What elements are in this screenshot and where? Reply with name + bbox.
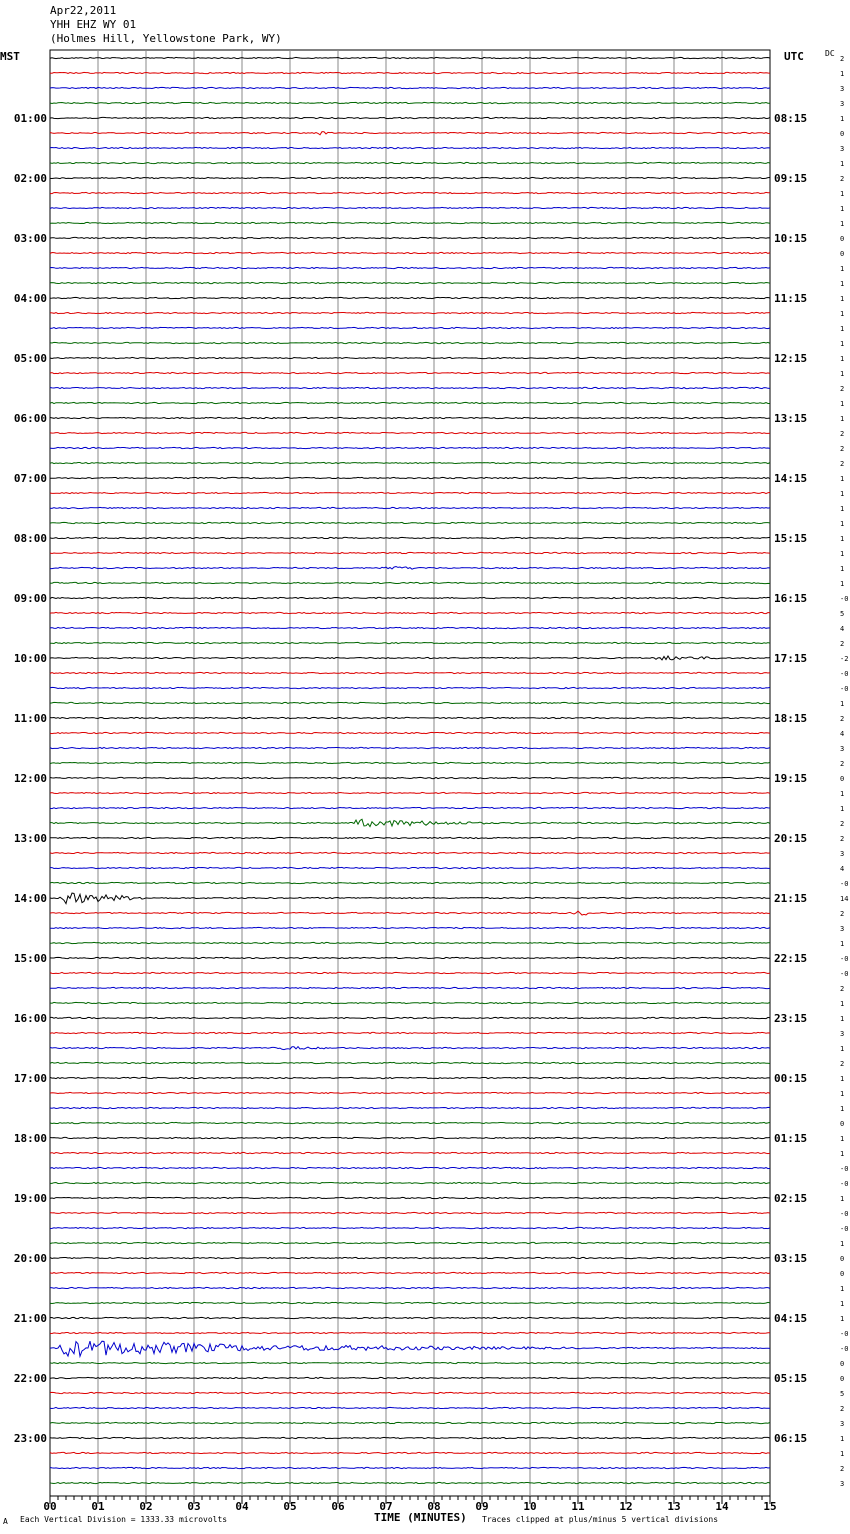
dc-offset-value: 1 bbox=[840, 400, 845, 408]
helicorder-date: Apr22,2011 bbox=[50, 4, 117, 17]
dc-offset-value: -0 bbox=[840, 1165, 849, 1173]
mst-hour-label: 11:00 bbox=[13, 712, 47, 725]
dc-offset-value: 1 bbox=[840, 1045, 845, 1053]
dc-offset-value: 5 bbox=[840, 1390, 845, 1398]
dc-offset-value: 0 bbox=[840, 1270, 845, 1278]
trace-line bbox=[50, 1302, 770, 1303]
dc-offset-value: 2 bbox=[840, 715, 845, 723]
trace-line bbox=[50, 522, 770, 523]
dc-offset-value: 1 bbox=[840, 1285, 845, 1293]
utc-hour-label: 05:15 bbox=[774, 1372, 808, 1385]
trace-line bbox=[50, 87, 770, 88]
mst-hour-label: 22:00 bbox=[13, 1372, 47, 1385]
trace-line bbox=[50, 327, 770, 328]
trace-line bbox=[50, 1152, 770, 1153]
trace-line bbox=[50, 867, 770, 868]
dc-offset-value: 3 bbox=[840, 145, 845, 153]
dc-offset-value: 4 bbox=[840, 625, 845, 633]
dc-offset-value: 1 bbox=[840, 295, 845, 303]
mst-hour-label: 01:00 bbox=[13, 112, 47, 125]
trace-line bbox=[50, 582, 770, 583]
trace-line bbox=[50, 537, 770, 538]
dc-offset-value: 1 bbox=[840, 1135, 845, 1143]
utc-hour-label: 13:15 bbox=[774, 412, 808, 425]
dc-offset-value: 0 bbox=[840, 1360, 845, 1368]
utc-hour-label: 15:15 bbox=[774, 532, 808, 545]
mst-hour-label: 19:00 bbox=[13, 1192, 47, 1205]
dc-offset-value: 0 bbox=[840, 1255, 845, 1263]
mst-hour-label: 07:00 bbox=[13, 472, 47, 485]
mst-hour-label: 05:00 bbox=[13, 352, 47, 365]
trace-line bbox=[50, 1407, 770, 1408]
trace-line bbox=[50, 207, 770, 208]
dc-offset-value: 1 bbox=[840, 1015, 845, 1023]
dc-offset-value: -2 bbox=[840, 655, 849, 663]
trace-line bbox=[50, 597, 770, 598]
trace-line bbox=[50, 252, 770, 253]
trace-line bbox=[50, 1122, 770, 1123]
trace-line bbox=[50, 222, 770, 223]
mst-hour-label: 10:00 bbox=[13, 652, 47, 665]
dc-offset-value: 4 bbox=[840, 730, 845, 738]
dc-offset-value: 1 bbox=[840, 1000, 845, 1008]
dc-offset-value: 2 bbox=[840, 445, 845, 453]
dc-offset-value: 3 bbox=[840, 100, 845, 108]
dc-offset-value: 2 bbox=[840, 835, 845, 843]
trace-line bbox=[50, 297, 770, 298]
dc-offset-value: 0 bbox=[840, 250, 845, 258]
right-timezone-label: UTC bbox=[784, 50, 804, 63]
dc-offset-value: 1 bbox=[840, 1105, 845, 1113]
mst-hour-label: 04:00 bbox=[13, 292, 47, 305]
trace-line bbox=[50, 911, 770, 915]
trace-line bbox=[50, 1422, 770, 1423]
trace-line bbox=[50, 402, 770, 403]
utc-hour-label: 03:15 bbox=[774, 1252, 808, 1265]
dc-offset-value: 4 bbox=[840, 865, 845, 873]
trace-line bbox=[50, 1272, 770, 1273]
trace-line bbox=[50, 432, 770, 433]
trace-line bbox=[50, 492, 770, 493]
dc-offset-value: 3 bbox=[840, 925, 845, 933]
trace-line bbox=[50, 1137, 770, 1138]
utc-hour-label: 01:15 bbox=[774, 1132, 808, 1145]
dc-offset-value: 1 bbox=[840, 115, 845, 123]
utc-hour-label: 12:15 bbox=[774, 352, 808, 365]
utc-hour-label: 19:15 bbox=[774, 772, 808, 785]
trace-line bbox=[50, 852, 770, 853]
dc-offset-value: 2 bbox=[840, 820, 845, 828]
dc-offset-value: 1 bbox=[840, 505, 845, 513]
trace-line bbox=[50, 1257, 770, 1258]
trace-line bbox=[50, 342, 770, 343]
x-tick-label: 00 bbox=[43, 1500, 57, 1513]
utc-hour-label: 02:15 bbox=[774, 1192, 808, 1205]
x-tick-label: 05 bbox=[283, 1500, 297, 1513]
trace-line bbox=[50, 1227, 770, 1228]
dc-offset-value: -0 bbox=[840, 970, 849, 978]
dc-offset-value: 1 bbox=[840, 1450, 845, 1458]
dc-offset-value: -0 bbox=[840, 1225, 849, 1233]
dc-offset-value: 3 bbox=[840, 1480, 845, 1488]
dc-offset-value: 2 bbox=[840, 910, 845, 918]
x-tick-label: 12 bbox=[619, 1500, 633, 1513]
mst-hour-label: 16:00 bbox=[13, 1012, 47, 1025]
trace-line bbox=[50, 1317, 770, 1318]
dc-offset-value: -0 bbox=[840, 1330, 849, 1338]
dc-offset-value: 2 bbox=[840, 1060, 845, 1068]
trace-line bbox=[50, 1392, 770, 1393]
dc-offset-value: 14 bbox=[840, 895, 849, 903]
dc-offset-value: 1 bbox=[840, 700, 845, 708]
trace-line bbox=[50, 942, 770, 943]
trace-line bbox=[50, 417, 770, 418]
trace-line bbox=[50, 807, 770, 808]
utc-hour-label: 11:15 bbox=[774, 292, 808, 305]
utc-hour-label: 16:15 bbox=[774, 592, 808, 605]
trace-line bbox=[50, 147, 770, 148]
trace-line bbox=[50, 819, 770, 826]
dc-offset-value: 0 bbox=[840, 1120, 845, 1128]
trace-line bbox=[50, 447, 770, 448]
utc-hour-label: 21:15 bbox=[774, 892, 808, 905]
dc-offset-value: 1 bbox=[840, 790, 845, 798]
mst-hour-label: 03:00 bbox=[13, 232, 47, 245]
x-tick-label: 10 bbox=[523, 1500, 537, 1513]
trace-line bbox=[50, 282, 770, 283]
trace-line bbox=[50, 1362, 770, 1363]
trace-line bbox=[50, 102, 770, 103]
trace-line bbox=[50, 372, 770, 373]
dc-offset-value: 3 bbox=[840, 1030, 845, 1038]
dc-offset-value: 1 bbox=[840, 370, 845, 378]
trace-line bbox=[50, 567, 770, 570]
dc-offset-value: -0 bbox=[840, 1210, 849, 1218]
trace-line bbox=[50, 987, 770, 988]
dc-offset-value: 1 bbox=[840, 535, 845, 543]
mst-hour-label: 17:00 bbox=[13, 1072, 47, 1085]
trace-line bbox=[50, 177, 770, 178]
dc-offset-value: 1 bbox=[840, 265, 845, 273]
utc-hour-label: 18:15 bbox=[774, 712, 808, 725]
dc-offset-value: 1 bbox=[840, 1315, 845, 1323]
dc-offset-value: -0 bbox=[840, 880, 849, 888]
trace-line bbox=[50, 672, 770, 673]
trace-line bbox=[50, 1452, 770, 1453]
dc-offset-value: 1 bbox=[840, 1195, 845, 1203]
dc-offset-value: -0 bbox=[840, 670, 849, 678]
dc-offset-value: 2 bbox=[840, 430, 845, 438]
trace-line bbox=[50, 507, 770, 508]
trace-line bbox=[50, 1332, 770, 1333]
x-tick-label: 13 bbox=[667, 1500, 681, 1513]
footer-corner-mark: A bbox=[3, 1517, 8, 1526]
trace-line bbox=[50, 1107, 770, 1108]
dc-offset-value: 1 bbox=[840, 1090, 845, 1098]
trace-line bbox=[50, 882, 770, 883]
dc-offset-value: 1 bbox=[840, 940, 845, 948]
dc-offset-value: 1 bbox=[840, 70, 845, 78]
trace-line bbox=[50, 1242, 770, 1243]
dc-offset-value: 1 bbox=[840, 340, 845, 348]
dc-offset-value: 3 bbox=[840, 850, 845, 858]
dc-offset-value: 3 bbox=[840, 85, 845, 93]
trace-line bbox=[50, 927, 770, 928]
dc-offset-value: 2 bbox=[840, 640, 845, 648]
mst-hour-label: 20:00 bbox=[13, 1252, 47, 1265]
mst-hour-label: 21:00 bbox=[13, 1312, 47, 1325]
trace-line bbox=[50, 717, 770, 718]
dc-offset-value: 3 bbox=[840, 1420, 845, 1428]
trace-line bbox=[50, 762, 770, 763]
trace-line bbox=[50, 312, 770, 313]
dc-offset-value: 1 bbox=[840, 355, 845, 363]
dc-offset-value: 2 bbox=[840, 1465, 845, 1473]
trace-line bbox=[50, 1167, 770, 1168]
dc-offset-value: 1 bbox=[840, 325, 845, 333]
trace-line bbox=[50, 747, 770, 748]
dc-offset-value: 1 bbox=[840, 1240, 845, 1248]
dc-offset-value: 1 bbox=[840, 805, 845, 813]
dc-offset-value: 1 bbox=[840, 160, 845, 168]
trace-line bbox=[50, 972, 770, 973]
mst-hour-label: 12:00 bbox=[13, 772, 47, 785]
dc-offset-value: 0 bbox=[840, 1375, 845, 1383]
trace-line bbox=[50, 1467, 770, 1468]
trace-line bbox=[50, 162, 770, 163]
utc-hour-label: 06:15 bbox=[774, 1432, 808, 1445]
left-timezone-label: MST bbox=[0, 50, 20, 63]
dc-offset-value: 1 bbox=[840, 220, 845, 228]
trace-line bbox=[50, 702, 770, 703]
utc-hour-label: 23:15 bbox=[774, 1012, 808, 1025]
dc-offset-value: 2 bbox=[840, 385, 845, 393]
dc-offset-value: 2 bbox=[840, 175, 845, 183]
dc-offset-value: 3 bbox=[840, 745, 845, 753]
trace-line bbox=[50, 1341, 770, 1356]
dc-offset-value: 1 bbox=[840, 1300, 845, 1308]
footer-clip-note: Traces clipped at plus/minus 5 vertical divisions bbox=[482, 1515, 719, 1524]
utc-hour-label: 04:15 bbox=[774, 1312, 808, 1325]
x-tick-label: 03 bbox=[187, 1500, 201, 1513]
trace-line bbox=[50, 1182, 770, 1183]
x-tick-label: 06 bbox=[331, 1500, 345, 1513]
trace-line bbox=[50, 777, 770, 778]
trace-line bbox=[50, 1062, 770, 1063]
dc-offset-value: 2 bbox=[840, 55, 845, 63]
trace-line bbox=[50, 792, 770, 793]
trace-line bbox=[50, 1482, 770, 1483]
trace-line bbox=[50, 357, 770, 358]
trace-line bbox=[50, 1212, 770, 1213]
dc-offset-value: 1 bbox=[840, 580, 845, 588]
mst-hour-label: 13:00 bbox=[13, 832, 47, 845]
station-location: (Holmes Hill, Yellowstone Park, WY) bbox=[50, 32, 282, 45]
trace-line bbox=[50, 117, 770, 118]
trace-line bbox=[50, 267, 770, 268]
dc-offset-value: 1 bbox=[840, 1075, 845, 1083]
dc-offset-label: DC bbox=[825, 49, 835, 58]
utc-hour-label: 10:15 bbox=[774, 232, 808, 245]
trace-line bbox=[50, 627, 770, 628]
mst-hour-label: 23:00 bbox=[13, 1432, 47, 1445]
plot-frame bbox=[50, 50, 770, 1496]
dc-offset-value: 1 bbox=[840, 520, 845, 528]
mst-hour-label: 06:00 bbox=[13, 412, 47, 425]
utc-hour-label: 22:15 bbox=[774, 952, 808, 965]
x-axis-title: TIME (MINUTES) bbox=[374, 1511, 467, 1524]
dc-offset-value: 5 bbox=[840, 610, 845, 618]
trace-line bbox=[50, 552, 770, 553]
dc-offset-value: 2 bbox=[840, 985, 845, 993]
trace-line bbox=[50, 57, 770, 58]
dc-offset-value: 1 bbox=[840, 310, 845, 318]
dc-offset-value: 1 bbox=[840, 565, 845, 573]
trace-line bbox=[50, 687, 770, 688]
mst-hour-label: 02:00 bbox=[13, 172, 47, 185]
trace-line bbox=[50, 893, 770, 904]
dc-offset-value: 1 bbox=[840, 1150, 845, 1158]
x-tick-label: 07 bbox=[379, 1500, 393, 1513]
x-tick-label: 09 bbox=[475, 1500, 489, 1513]
trace-line bbox=[50, 1032, 770, 1033]
dc-offset-value: 1 bbox=[840, 190, 845, 198]
trace-line bbox=[50, 1092, 770, 1093]
trace-line bbox=[50, 1437, 770, 1438]
trace-line bbox=[50, 1002, 770, 1003]
dc-offset-value: 2 bbox=[840, 760, 845, 768]
dc-offset-value: 0 bbox=[840, 130, 845, 138]
dc-offset-value: 0 bbox=[840, 235, 845, 243]
trace-line bbox=[50, 957, 770, 958]
dc-offset-value: 1 bbox=[840, 415, 845, 423]
trace-line bbox=[50, 192, 770, 193]
trace-line bbox=[50, 1197, 770, 1198]
x-tick-label: 15 bbox=[763, 1500, 777, 1513]
dc-offset-value: -0 bbox=[840, 955, 849, 963]
station-code: YHH EHZ WY 01 bbox=[50, 18, 137, 31]
trace-line bbox=[50, 1287, 770, 1288]
x-tick-label: 14 bbox=[715, 1500, 729, 1513]
dc-offset-value: -0 bbox=[840, 685, 849, 693]
trace-line bbox=[50, 837, 770, 838]
dc-offset-value: 2 bbox=[840, 460, 845, 468]
x-tick-label: 01 bbox=[91, 1500, 105, 1513]
dc-offset-value: 1 bbox=[840, 490, 845, 498]
utc-hour-label: 09:15 bbox=[774, 172, 808, 185]
trace-line bbox=[50, 612, 770, 613]
trace-line bbox=[50, 132, 770, 135]
footer-scale-note: Each Vertical Division = 1333.33 microvolts bbox=[20, 1515, 228, 1524]
mst-hour-label: 14:00 bbox=[13, 892, 47, 905]
x-tick-label: 02 bbox=[139, 1500, 153, 1513]
trace-line bbox=[50, 1017, 770, 1018]
utc-hour-label: 08:15 bbox=[774, 112, 808, 125]
trace-line bbox=[50, 732, 770, 733]
dc-offset-value: 1 bbox=[840, 205, 845, 213]
dc-offset-value: 1 bbox=[840, 1435, 845, 1443]
trace-line bbox=[50, 462, 770, 463]
trace-line bbox=[50, 387, 770, 388]
dc-offset-value: 0 bbox=[840, 775, 845, 783]
trace-line bbox=[50, 1377, 770, 1378]
dc-offset-value: 1 bbox=[840, 550, 845, 558]
trace-line bbox=[50, 1077, 770, 1078]
trace-line bbox=[50, 656, 770, 660]
trace-line bbox=[50, 477, 770, 478]
dc-offset-value: 1 bbox=[840, 280, 845, 288]
dc-offset-value: -0 bbox=[840, 1345, 849, 1353]
dc-offset-value: 1 bbox=[840, 475, 845, 483]
x-tick-label: 11 bbox=[571, 1500, 585, 1513]
dc-offset-value: -0 bbox=[840, 1180, 849, 1188]
trace-line bbox=[50, 642, 770, 643]
trace-line bbox=[50, 237, 770, 238]
x-tick-label: 08 bbox=[427, 1500, 441, 1513]
x-tick-label: 04 bbox=[235, 1500, 249, 1513]
mst-hour-label: 08:00 bbox=[13, 532, 47, 545]
utc-hour-label: 17:15 bbox=[774, 652, 808, 665]
utc-hour-label: 00:15 bbox=[774, 1072, 808, 1085]
utc-hour-label: 20:15 bbox=[774, 832, 808, 845]
dc-offset-value: -0 bbox=[840, 595, 849, 603]
mst-hour-label: 18:00 bbox=[13, 1132, 47, 1145]
trace-line bbox=[50, 72, 770, 73]
mst-hour-label: 15:00 bbox=[13, 952, 47, 965]
dc-offset-value: 2 bbox=[840, 1405, 845, 1413]
trace-line bbox=[50, 1047, 770, 1050]
mst-hour-label: 09:00 bbox=[13, 592, 47, 605]
utc-hour-label: 14:15 bbox=[774, 472, 808, 485]
